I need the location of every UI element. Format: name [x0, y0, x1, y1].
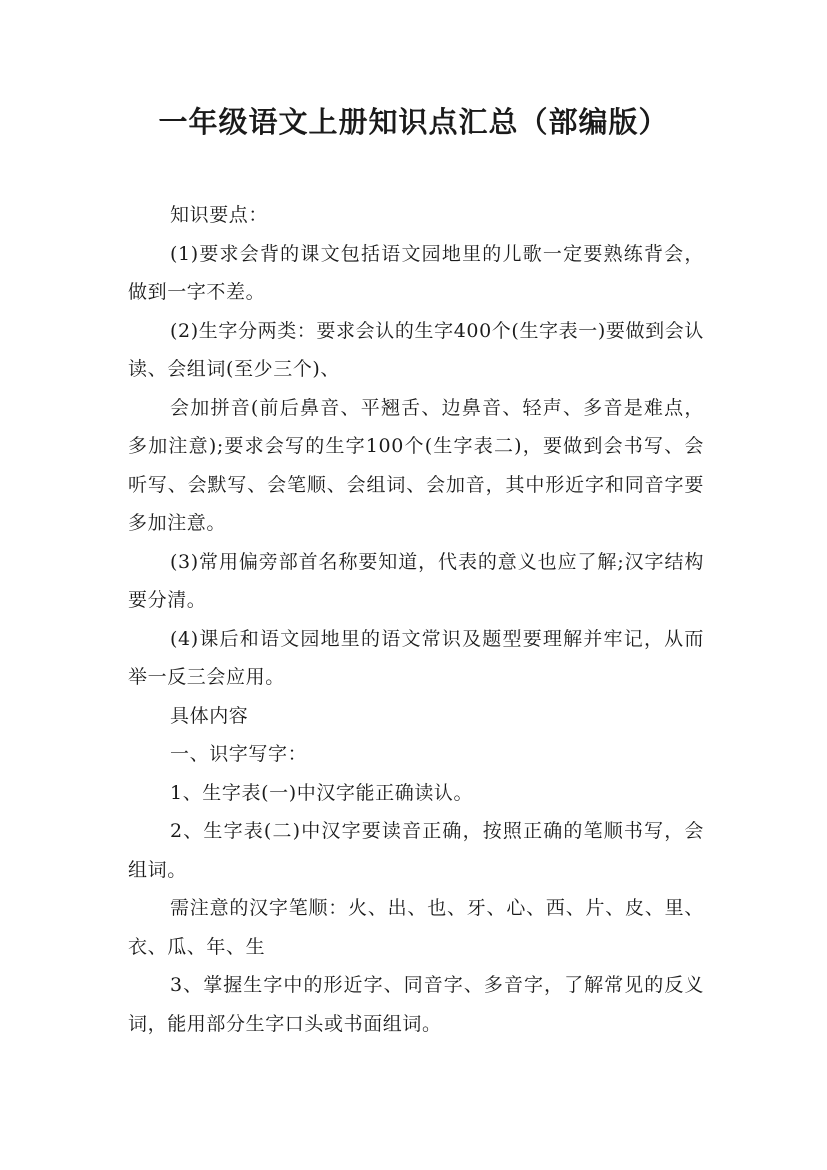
paragraph-point-4: (4)课后和语文园地里的语文常识及题型要理解并牢记，从而举一反三会应用。	[128, 627, 704, 688]
paragraph-item-2: 2、生字表(二)中汉字要读音正确，按照正确的笔顺书写，会组词。	[128, 820, 704, 881]
paragraph-specific-content-heading: 具体内容	[170, 704, 249, 727]
paragraph-item-3: 3、掌握生字中的形近字、同音字、多音字，了解常见的反义词，能用部分生字口头或书面组词。	[128, 974, 704, 1035]
paragraph-knowledge-points-heading: 知识要点：	[170, 204, 269, 226]
paragraph-point-3: (3)常用偏旁部首名称要知道，代表的意义也应了解;汉字结构要分清。	[128, 550, 704, 611]
paragraph-point-2: (2)生字分两类：要求会认的生字400个(生字表一)要做到会认读、会组词(至少三个)、	[128, 319, 704, 380]
paragraph-stroke-order-note: 需注意的汉字笔顺：火、出、也、牙、心、西、片、皮、里、衣、瓜、年、生	[128, 897, 704, 958]
paragraph-point-1: (1)要求会背的课文包括语文园地里的儿歌一定要熟练背会，做到一字不差。	[128, 242, 704, 303]
page-title: 一年级语文上册知识点汇总（部编版）	[158, 105, 669, 139]
document-body	[128, 196, 704, 1043]
paragraph-item-1: 1、生字表(一)中汉字能正确读认。	[170, 781, 474, 804]
paragraph-point-2-continued: 会加拼音(前后鼻音、平翘舌、边鼻音、轻声、多音是难点，多加注意);要求会写的生字100个(生字表二)，要做到会书写、会听写、会默写、会笔顺、会组词、会加音，其中形近字和同音字要多加注意。	[128, 396, 704, 534]
paragraph-section-1-heading: 一、识字写字：	[170, 743, 308, 765]
